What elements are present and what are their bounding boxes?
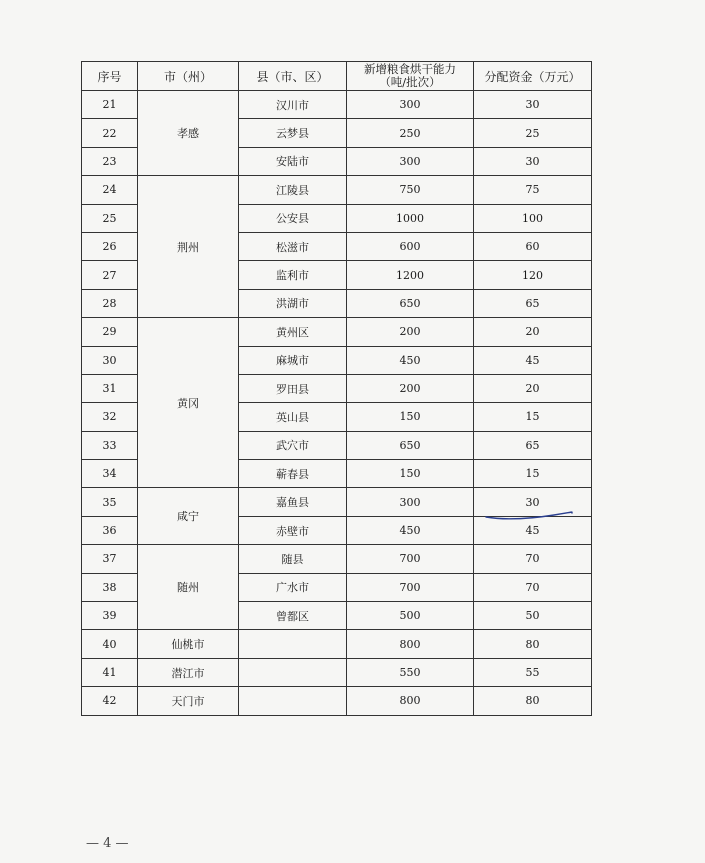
cell-seq: 36	[82, 516, 138, 544]
cell-seq: 35	[82, 488, 138, 516]
cell-seq: 30	[82, 346, 138, 374]
cell-funds: 80	[474, 630, 592, 658]
cell-city: 天门市	[138, 687, 239, 715]
cell-county: 安陆市	[239, 147, 347, 175]
cell-capacity: 1200	[347, 261, 474, 289]
cell-seq: 33	[82, 431, 138, 459]
cell-capacity: 450	[347, 516, 474, 544]
cell-county: 云梦县	[239, 119, 347, 147]
table-row	[82, 176, 592, 204]
cell-funds: 25	[474, 119, 592, 147]
cell-seq: 34	[82, 460, 138, 488]
cell-funds: 120	[474, 261, 592, 289]
table-row	[82, 687, 592, 715]
cell-seq: 25	[82, 204, 138, 232]
cell-county: 公安县	[239, 204, 347, 232]
handwritten-underline-mark	[484, 507, 574, 523]
cell-funds: 45	[474, 346, 592, 374]
cell-capacity: 1000	[347, 204, 474, 232]
header-county: 县（市、区）	[239, 62, 347, 91]
cell-funds: 20	[474, 374, 592, 402]
cell-capacity: 200	[347, 374, 474, 402]
cell-funds: 45	[474, 516, 592, 544]
cell-county: 黄州区	[239, 318, 347, 346]
cell-seq: 28	[82, 289, 138, 317]
cell-city: 随州	[138, 545, 239, 630]
cell-county: 武穴市	[239, 431, 347, 459]
table-row	[82, 318, 592, 346]
cell-county: 江陵县	[239, 176, 347, 204]
cell-seq: 21	[82, 91, 138, 119]
header-funds: 分配资金（万元）	[474, 62, 592, 91]
table-header-row	[82, 62, 592, 91]
cell-capacity: 750	[347, 176, 474, 204]
table-row	[82, 91, 592, 119]
cell-county	[239, 687, 347, 715]
cell-seq: 23	[82, 147, 138, 175]
cell-seq: 38	[82, 573, 138, 601]
cell-county: 赤壁市	[239, 516, 347, 544]
cell-city: 仙桃市	[138, 630, 239, 658]
table-body	[82, 91, 592, 716]
cell-capacity: 550	[347, 658, 474, 686]
cell-capacity: 800	[347, 687, 474, 715]
cell-seq: 26	[82, 232, 138, 260]
cell-city: 黄冈	[138, 318, 239, 488]
cell-funds: 30	[474, 488, 592, 516]
cell-funds: 65	[474, 289, 592, 317]
cell-seq: 29	[82, 318, 138, 346]
cell-capacity: 700	[347, 573, 474, 601]
cell-capacity: 800	[347, 630, 474, 658]
cell-capacity: 300	[347, 147, 474, 175]
cell-seq: 37	[82, 545, 138, 573]
cell-seq: 24	[82, 176, 138, 204]
cell-seq: 39	[82, 602, 138, 630]
cell-funds: 65	[474, 431, 592, 459]
cell-funds: 55	[474, 658, 592, 686]
cell-county: 广水市	[239, 573, 347, 601]
cell-city: 孝感	[138, 91, 239, 176]
header-seq: 序号	[82, 62, 138, 91]
table-row	[82, 630, 592, 658]
cell-capacity: 700	[347, 545, 474, 573]
cell-capacity: 200	[347, 318, 474, 346]
cell-county: 嘉鱼县	[239, 488, 347, 516]
header-capacity	[347, 62, 474, 91]
cell-capacity: 650	[347, 431, 474, 459]
cell-funds: 60	[474, 232, 592, 260]
cell-funds: 30	[474, 147, 592, 175]
cell-city: 潜江市	[138, 658, 239, 686]
header-city: 市（州）	[138, 62, 239, 91]
cell-county: 洪湖市	[239, 289, 347, 317]
allocation-table	[81, 61, 592, 716]
cell-county	[239, 630, 347, 658]
cell-county: 曾都区	[239, 602, 347, 630]
cell-county: 蕲春县	[239, 460, 347, 488]
cell-county: 麻城市	[239, 346, 347, 374]
cell-funds: 20	[474, 318, 592, 346]
cell-county: 罗田县	[239, 374, 347, 402]
cell-funds: 100	[474, 204, 592, 232]
cell-seq: 40	[82, 630, 138, 658]
table-row	[82, 545, 592, 573]
cell-funds: 15	[474, 403, 592, 431]
cell-seq: 42	[82, 687, 138, 715]
cell-county: 汉川市	[239, 91, 347, 119]
cell-seq: 32	[82, 403, 138, 431]
cell-city: 荆州	[138, 176, 239, 318]
cell-county: 随县	[239, 545, 347, 573]
cell-funds: 80	[474, 687, 592, 715]
cell-capacity: 500	[347, 602, 474, 630]
cell-funds: 75	[474, 176, 592, 204]
cell-funds: 15	[474, 460, 592, 488]
header-capacity-line1: 新增粮食烘干能力	[364, 62, 456, 76]
cell-funds: 50	[474, 602, 592, 630]
cell-capacity: 150	[347, 403, 474, 431]
cell-capacity: 250	[347, 119, 474, 147]
table-row	[82, 658, 592, 686]
cell-funds: 30	[474, 91, 592, 119]
cell-funds: 70	[474, 545, 592, 573]
cell-seq: 41	[82, 658, 138, 686]
cell-capacity: 450	[347, 346, 474, 374]
cell-capacity: 300	[347, 488, 474, 516]
cell-seq: 31	[82, 374, 138, 402]
cell-county: 监利市	[239, 261, 347, 289]
page-number: — 4 —	[86, 836, 129, 851]
cell-county: 英山县	[239, 403, 347, 431]
cell-county	[239, 658, 347, 686]
cell-capacity: 600	[347, 232, 474, 260]
cell-capacity: 150	[347, 460, 474, 488]
cell-seq: 22	[82, 119, 138, 147]
cell-funds: 70	[474, 573, 592, 601]
cell-city: 咸宁	[138, 488, 239, 545]
cell-county: 松滋市	[239, 232, 347, 260]
header-capacity-line2: （吨/批次）	[379, 75, 441, 89]
cell-capacity: 650	[347, 289, 474, 317]
cell-capacity: 300	[347, 91, 474, 119]
cell-seq: 27	[82, 261, 138, 289]
